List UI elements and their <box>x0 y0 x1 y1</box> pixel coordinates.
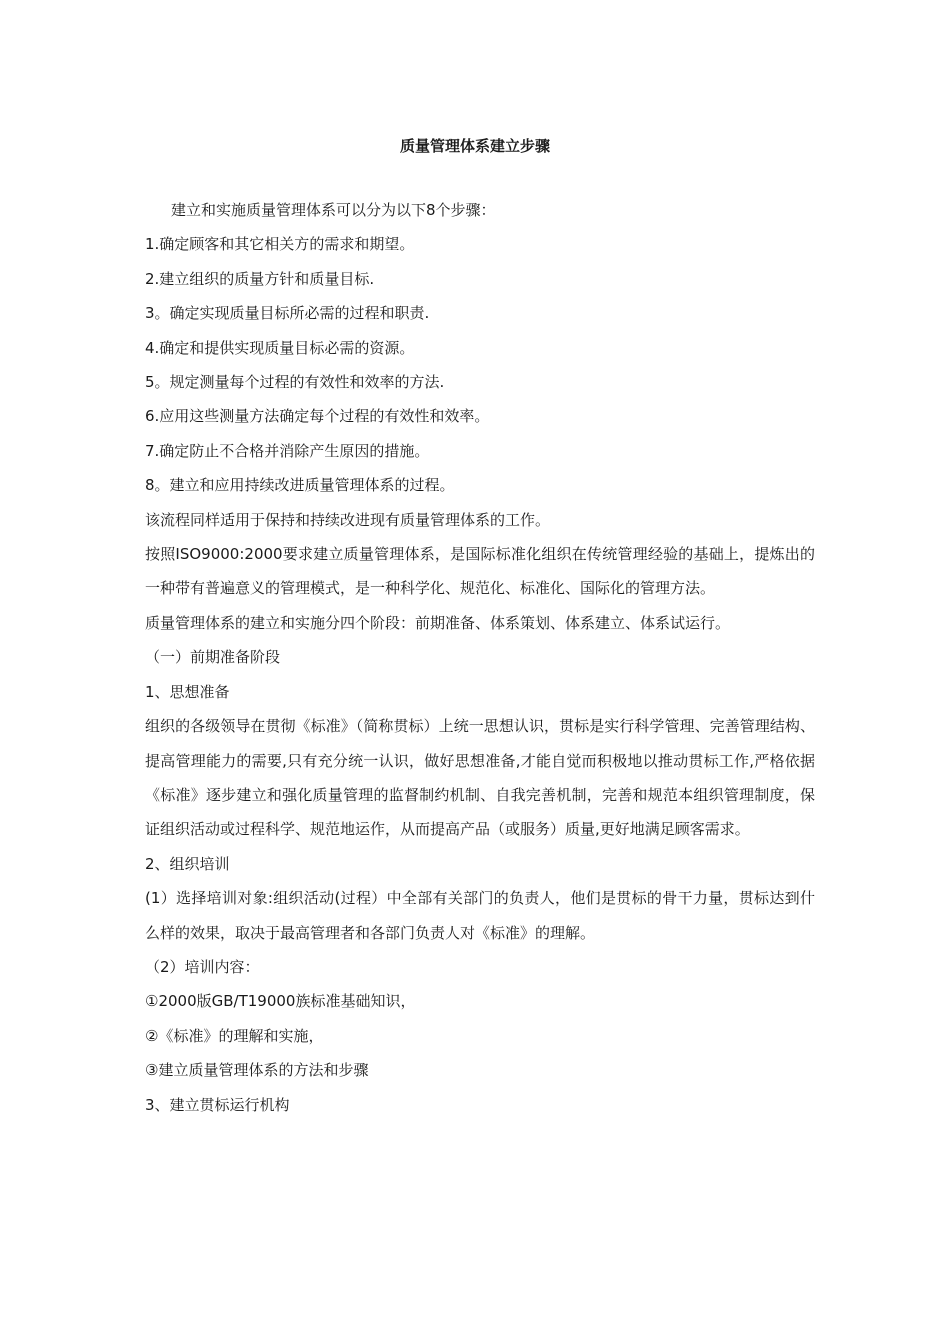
step-6: 6.应用这些测量方法确定每个过程的有效性和效率。 <box>145 407 490 426</box>
document-body <box>145 193 815 1122</box>
step-1: 1.确定顾客和其它相关方的需求和期望。 <box>145 235 415 254</box>
subheading-thought-prep: 1、思想准备 <box>145 682 230 701</box>
intro-paragraph: 建立和实施质量管理体系可以分为以下8个步骤： <box>171 201 496 219</box>
step-7: 7.确定防止不合格并消除产生原因的措施。 <box>145 441 430 460</box>
document-title: 质量管理体系建立步骤 <box>399 137 550 155</box>
subheading-org: 3、建立贯标运行机构 <box>145 1095 290 1114</box>
training-item-2: ②《标准》的理解和实施， <box>145 1026 324 1045</box>
step-4: 4.确定和提供实现质量目标必需的资源。 <box>145 338 415 357</box>
process-note: 该流程同样适用于保持和持续改进现有质量管理体系的工作。 <box>145 510 551 529</box>
training-content-heading: （2）培训内容： <box>145 957 260 976</box>
step-2: 2.建立组织的质量方针和质量目标. <box>145 269 375 288</box>
step-8: 8。建立和应用持续改进质量管理体系的过程。 <box>145 476 455 495</box>
training-targets: (1）选择培训对象:组织活动(过程）中全部有关部门的负责人，他们是贯标的骨干力量，贯标达到什么样的效果，取决于最高管理者和各部门负责人对《标准》的理解。 <box>145 889 815 942</box>
thought-prep-paragraph: 组织的各级领导在贯彻《标准》（简称贯标）上统一思想认识，贯标是实行科学管理、完善管理结构、提高管理能力的需要,只有充分统一认识，做好思想准备,才能自觉而积极地以推动贯标工作,严格依据《标准》逐步建立和强化质量管理的监督制约机制、自我完善机制，完善和规范本组织管理制度，保证组织活动或过程科学、规范地运作，从而提高产品（或服务）质量,更好地满足顾客需求。 <box>145 717 815 839</box>
iso-paragraph: 按照ISO9000:2000要求建立质量管理体系，是国际标准化组织在传统管理经验的基础上，提炼出的一种带有普遍意义的管理模式，是一种科学化、规范化、标准化、国际化的管理方法。 <box>145 545 815 598</box>
subheading-training: 2、组织培训 <box>145 854 230 873</box>
step-3: 3。确定实现质量目标所必需的过程和职责. <box>145 304 430 323</box>
phases-paragraph: 质量管理体系的建立和实施分四个阶段：前期准备、体系策划、体系建立、体系试运行。 <box>145 613 731 632</box>
section-heading-1: （一）前期准备阶段 <box>145 648 281 667</box>
training-item-1: ①2000版GB/T19000族标准基础知识， <box>145 992 416 1011</box>
step-5: 5。规定测量每个过程的有效性和效率的方法. <box>145 373 445 392</box>
training-item-3: ③建立质量管理体系的方法和步骤 <box>145 1061 369 1080</box>
